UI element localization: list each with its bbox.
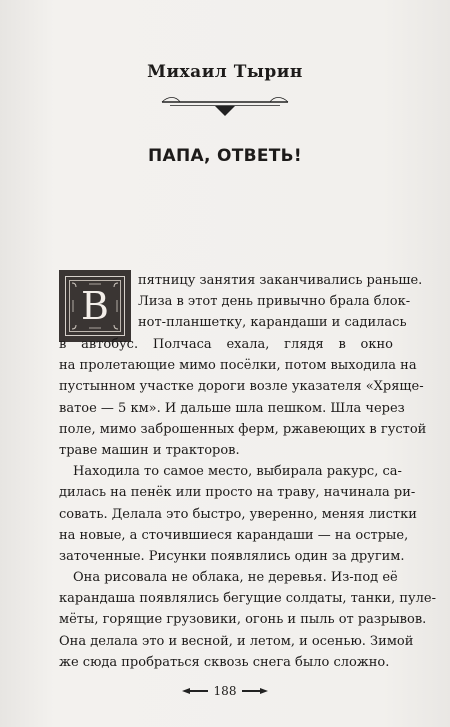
text-line: пустынном участке дороги возле указателя «Хряще- [59,379,424,395]
page-number: 188 [213,684,237,698]
text-line: ватое — 5 км». И дальше шла пешком. Шла через [59,400,405,416]
text-line: поле, мимо заброшенных ферм, ржавеющих в густой [59,421,427,437]
title-ornament [160,92,290,120]
paragraph [59,334,427,461]
text-line: же сюда пробраться сквозь снега было сложно. [59,654,390,670]
text-line: дилась на пенёк или просто на траву, начинала ри- [59,485,416,501]
text-line: Лиза в этот день привычно брала блок- [138,294,411,310]
text-line: карандаша появлялись бегущие солдаты, танки, пуле- [59,591,437,607]
drop-cap [59,270,131,342]
text-line: на пролетающие мимо посёлки, потом выходила на [59,358,417,374]
text-line: мёты, горящие грузовики, огонь и пыль от разрывов. [59,612,427,628]
main-text [59,334,437,673]
text-line: Находила то самое место, выбирала ракурс, са- [73,464,402,480]
text-line: в автобус. Полчаса ехала, глядя в окно [59,337,393,352]
dropcap-text-block [138,270,423,334]
story-title: ПАПА, ОТВЕТЬ! [148,146,302,166]
text-line: нот-планшетку, карандаши и садилась [138,315,407,331]
page-number-group [182,684,269,698]
paragraph [59,461,417,567]
text-line: заточенные. Рисунки появлялись один за другим. [59,548,405,564]
text-line: на новые, а сточившиеся карандаши — на острые, [59,527,409,543]
page-footer [0,683,450,703]
right-arrow-ornament-icon [242,688,268,694]
drop-cap-letter: В [81,284,109,328]
text-line: траве машин и тракторов. [59,442,240,458]
text-line: совать. Делала это быстро, уверенно, меняя листки [59,506,417,522]
text-line: пятницу занятия заканчивались раньше. [138,273,423,288]
paragraph [59,567,437,673]
author-name: Михаил Тырин [147,62,303,82]
left-arrow-ornament-icon [182,688,208,694]
text-line: Она делала это и весной, и летом, и осенью. Зимой [59,633,414,649]
text-line: Она рисовала не облака, не деревья. Из-под её [73,570,398,586]
